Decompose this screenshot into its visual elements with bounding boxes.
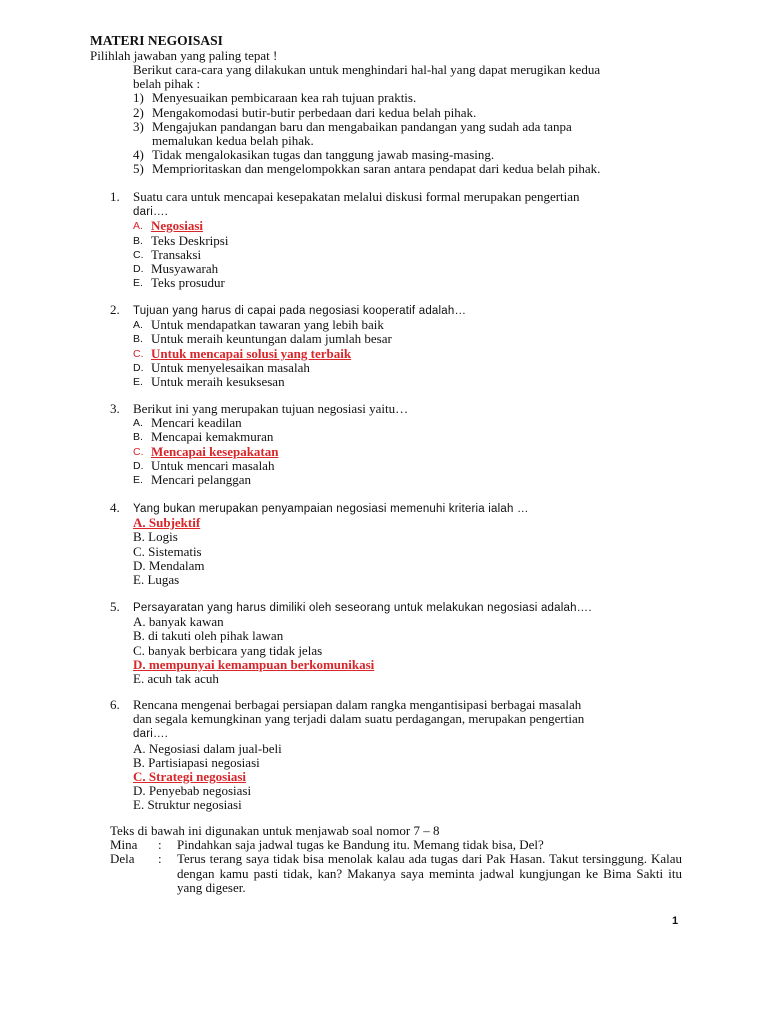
option-letter: E. xyxy=(133,376,143,389)
dialog-speaker: Mina xyxy=(110,837,138,853)
question-stem-text: Tujuan yang harus di capai pada negosiasi kooperatif adalah… xyxy=(133,305,467,317)
question-stem-text: Berikut ini yang merupakan tujuan negosiasi yaitu… xyxy=(133,401,409,416)
question-number: 6. xyxy=(110,697,120,712)
answer-option xyxy=(133,361,682,375)
answer-option-correct xyxy=(133,347,682,361)
intro-item-number: 2) xyxy=(133,104,144,120)
option-text: Musyawarah xyxy=(151,261,219,277)
intro-item-number: 5) xyxy=(133,161,144,177)
answer-options xyxy=(133,615,682,686)
option-text: Untuk mencapai solusi yang terbaik xyxy=(151,345,352,361)
intro-list-item xyxy=(133,162,678,176)
intro-list-item xyxy=(133,106,678,120)
option-text: Untuk meraih keuntungan dalam jumlah besar xyxy=(151,331,392,347)
answer-option-correct xyxy=(133,219,682,233)
page-number: 1 xyxy=(672,915,679,927)
answer-option: A. banyak kawan xyxy=(133,614,224,630)
answer-options xyxy=(133,742,682,813)
intro-list xyxy=(133,91,678,176)
answer-option xyxy=(133,276,682,290)
option-letter: A. xyxy=(133,220,143,233)
answer-option: B. Logis xyxy=(133,529,178,545)
option-letter: A. xyxy=(133,319,143,332)
option-letter: C. xyxy=(133,248,144,261)
intro-item-text-continued: memalukan kedua belah pihak. xyxy=(152,133,314,149)
option-letter: B. xyxy=(133,234,143,247)
option-letter: D. xyxy=(133,361,144,374)
option-text: Mencapai kesepakatan xyxy=(151,443,279,459)
answer-option-correct: C. Strategi negosiasi xyxy=(133,769,247,785)
intro-item-text: Mengakomodasi butir-butir perbedaan dari kedua belah pihak. xyxy=(152,104,477,120)
answer-option: B. Partisiapasi negosiasi xyxy=(133,754,260,770)
question-stem-text-continued: dari…. xyxy=(133,728,169,741)
intro-lead: Berikut cara-cara yang dilakukan untuk menghindari hal-hal yang dapat merugikan kedua xyxy=(133,62,601,77)
intro-item-text: Memprioritaskan dan mengelompokkan saran antara pendapat dari kedua belah pihak. xyxy=(152,161,601,177)
answer-option xyxy=(133,430,682,444)
answer-option xyxy=(133,459,682,473)
answer-option-correct: A. Subjektif xyxy=(133,515,201,531)
question-number: 3. xyxy=(110,401,120,416)
option-text: Untuk mencari masalah xyxy=(151,457,275,473)
question-5 xyxy=(110,600,682,686)
instruction-text: Pilihlah jawaban yang paling tepat ! xyxy=(90,48,278,63)
answer-options xyxy=(133,318,682,389)
answer-options xyxy=(133,416,682,487)
dialog-line xyxy=(110,852,682,895)
option-letter: C. xyxy=(133,347,144,360)
question-stem-text: Suatu cara untuk mencapai kesepakatan melalui diskusi formal merupakan pengertian xyxy=(133,189,580,204)
option-text: Untuk mendapatkan tawaran yang lebih baik xyxy=(151,317,384,333)
question-stem-text-continued: dan segala kemungkinan yang terjadi dalam suatu perdagangan, merupakan pengertian xyxy=(133,711,585,727)
passage-heading: Teks di bawah ini digunakan untuk menjawab soal nomor 7 – 8 xyxy=(110,823,440,838)
answer-options xyxy=(133,516,682,587)
option-letter: E. xyxy=(133,474,143,487)
answer-option-correct: D. mempunyai kemampuan berkomunikasi xyxy=(133,656,375,672)
intro-lead-continued: belah pihak : xyxy=(133,76,201,92)
question-stem-text-continued: dari…. xyxy=(133,206,169,219)
question-stem xyxy=(110,303,682,318)
question-stem xyxy=(110,402,682,416)
answer-option xyxy=(133,262,682,276)
answer-option: E. acuh tak acuh xyxy=(133,671,219,687)
option-text: Untuk meraih kesuksesan xyxy=(151,374,285,390)
question-number: 1. xyxy=(110,189,120,204)
question-stem xyxy=(110,501,682,516)
option-text: Mencapai kemakmuran xyxy=(151,429,274,445)
answer-options xyxy=(133,219,682,290)
intro-item-number: 1) xyxy=(133,90,144,106)
option-text: Teks prosudur xyxy=(151,275,225,291)
option-letter: C. xyxy=(133,445,144,458)
answer-option: D. Penyebab negosiasi xyxy=(133,783,252,799)
intro-item-text: Mengajukan pandangan baru dan mengabaikan pandangan yang sudah ada tanpa xyxy=(152,118,572,134)
question-2 xyxy=(110,303,682,389)
option-text: Mencari keadilan xyxy=(151,415,242,431)
answer-option: E. Lugas xyxy=(133,572,180,588)
question-stem-text: Rencana mengenai berbagai persiapan dalam rangka mengantisipasi berbagai masalah xyxy=(133,697,582,712)
option-text: Untuk menyelesaikan masalah xyxy=(151,359,310,375)
intro-list-item xyxy=(133,91,678,105)
dialog-speaker: Dela xyxy=(110,851,135,867)
question-stem xyxy=(110,698,682,742)
answer-option: C. Sistematis xyxy=(133,543,202,559)
option-text: Teks Deskripsi xyxy=(151,232,229,248)
dialog-text: Pindahkan saja jadwal tugas ke Bandung itu. Memang tidak bisa, Del? xyxy=(177,837,544,853)
option-letter: D. xyxy=(133,263,144,276)
answer-option xyxy=(133,248,682,262)
intro-list-item xyxy=(133,120,678,148)
question-1 xyxy=(110,190,682,290)
answer-option-correct xyxy=(133,445,682,459)
option-text: Negosiasi xyxy=(151,218,203,234)
answer-option xyxy=(133,473,682,487)
answer-option: E. Struktur negosiasi xyxy=(133,797,242,813)
answer-option xyxy=(133,318,682,332)
option-letter: D. xyxy=(133,459,144,472)
option-letter: B. xyxy=(133,431,143,444)
answer-option xyxy=(133,375,682,389)
intro-item-text: Tidak mengalokasikan tugas dan tanggung jawab masing-masing. xyxy=(152,147,495,163)
answer-option: C. banyak berbicara yang tidak jelas xyxy=(133,642,323,658)
question-stem-text: Yang bukan merupakan penyampaian negosiasi memenuhi kriteria ialah … xyxy=(133,503,529,515)
question-number: 5. xyxy=(110,599,120,614)
intro-list-item xyxy=(133,148,678,162)
question-6 xyxy=(110,698,682,813)
question-3 xyxy=(110,402,682,487)
intro-item-number: 4) xyxy=(133,147,144,163)
question-stem xyxy=(110,600,682,615)
dialog-colon: : xyxy=(158,851,162,867)
option-text: Mencari pelanggan xyxy=(151,472,251,488)
question-number: 2. xyxy=(110,302,120,317)
option-letter: E. xyxy=(133,277,143,290)
answer-option: D. Mendalam xyxy=(133,557,205,573)
dialog-line xyxy=(110,838,682,852)
answer-option: B. di takuti oleh pihak lawan xyxy=(133,628,284,644)
answer-option: A. Negosiasi dalam jual-beli xyxy=(133,740,282,756)
question-stem xyxy=(110,190,682,219)
answer-option xyxy=(133,416,682,430)
question-4 xyxy=(110,501,682,587)
option-letter: A. xyxy=(133,417,143,430)
dialog-colon: : xyxy=(158,837,162,853)
question-stem-text: Persayaratan yang harus dimiliki oleh seseorang untuk melakukan negosiasi adalah…. xyxy=(133,602,592,614)
reading-passage xyxy=(110,824,682,895)
dialog-text: Terus terang saya tidak bisa menolak kalau ada tugas dari Pak Hasan. Takut tersinggung. Kalau dengan kamu pasti tidak, kan? Makanya saya meminta jadwal kungjungan ke Bima Sakti itu yang digeser. xyxy=(177,851,682,895)
question-number: 4. xyxy=(110,500,120,515)
intro-item-text: Menyesuaikan pembicaraan kea rah tujuan praktis. xyxy=(152,90,417,106)
intro-section xyxy=(133,63,678,177)
option-letter: B. xyxy=(133,333,143,346)
answer-option xyxy=(133,234,682,248)
document-title: MATERI NEGOISASI xyxy=(90,33,223,48)
answer-option xyxy=(133,332,682,346)
intro-item-number: 3) xyxy=(133,118,144,134)
option-text: Transaksi xyxy=(151,246,202,262)
